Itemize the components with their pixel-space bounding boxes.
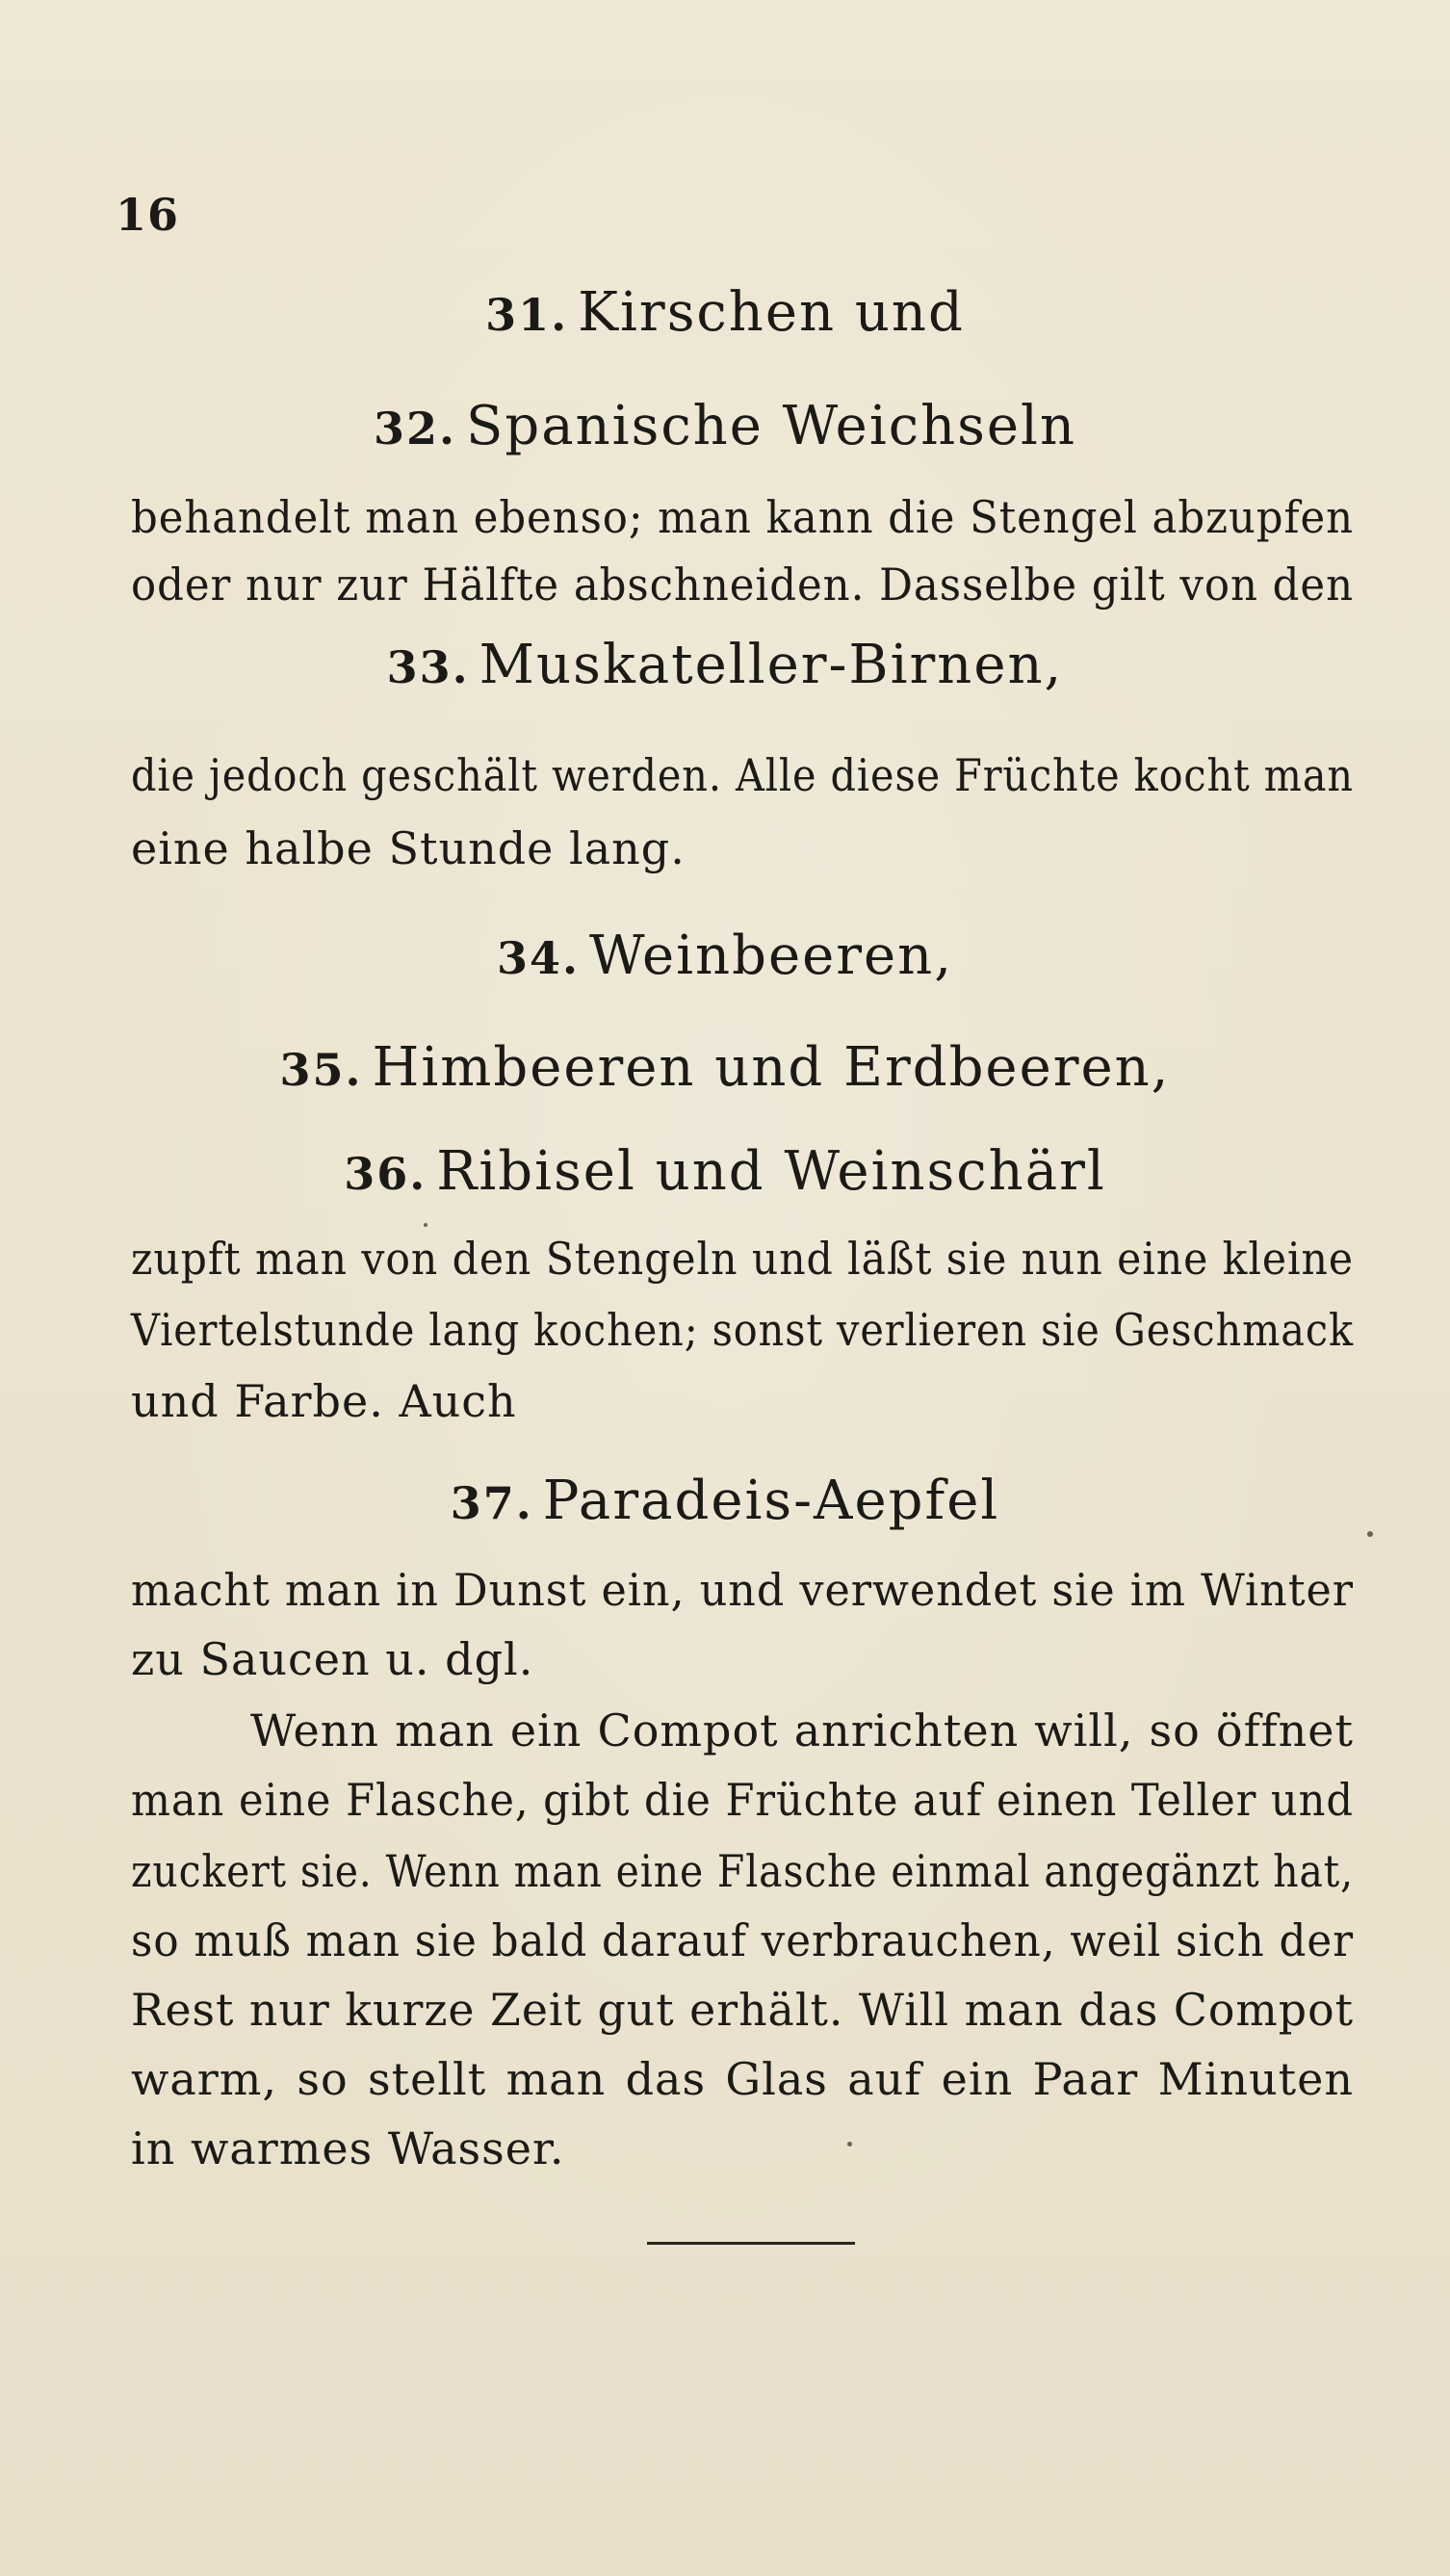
recipe-title: Kirschen und [578,281,965,344]
body-line: warm, so stellt man das Glas auf ein Paar Minuten [131,2053,1354,2105]
recipe-number: 35. [279,1044,363,1096]
body-line: so muß man sie bald darauf verbrauchen, weil sich der [131,1914,1354,1966]
recipe-number: 36. [344,1148,427,1200]
recipe-title: Himbeeren und Erdbeeren, [372,1036,1171,1099]
body-line: zuckert sie. Wenn man eine Flasche einmal angegänzt hat, [131,1845,1354,1897]
body-line: oder nur zur Hälfte abschneiden. Dasselbe gilt von den [131,559,1354,611]
body-line: die jedoch geschält werden. Alle diese Früchte kocht man [131,749,1354,801]
body-line: man eine Flasche, gibt die Früchte auf einen Teller und [131,1774,1354,1826]
recipe-title: Muskateller-Birnen, [479,634,1064,696]
body-line: und Farbe. Auch [131,1375,517,1427]
body-line: Viertelstunde lang kochen; sonst verlieren sie Geschmack [131,1304,1354,1356]
body-line: behandelt man ebenso; man kann die Stengel abzupfen [131,491,1354,543]
recipe-number: 31. [485,289,569,341]
body-line: macht man in Dunst ein, und verwendet sie im Winter [131,1564,1354,1616]
paragraph-first-line: Wenn man ein Compot anrichten will, so öffnet [250,1704,1354,1756]
recipe-heading-32 [0,395,1450,457]
body-line: zupft man von den Stengeln und läßt sie nun eine kleine [131,1233,1354,1285]
recipe-heading-37 [0,1470,1450,1532]
body-line: Rest nur kurze Zeit gut erhält. Will man das Compot [131,1984,1354,2036]
body-line: zu Saucen u. dgl. [131,1633,534,1685]
recipe-heading-33 [0,634,1450,696]
recipe-heading-31 [0,281,1450,344]
recipe-title: Weinbeeren, [589,924,954,987]
closing-rule [647,2242,855,2245]
body-line: eine halbe Stunde lang. [131,822,686,874]
recipe-number: 33. [386,641,470,693]
recipe-number: 32. [373,403,456,455]
ink-speck [424,1223,427,1227]
recipe-title: Spanische Weichseln [466,395,1077,457]
body-line: in warmes Wasser. [131,2122,565,2174]
page-number: 16 [116,189,180,241]
recipe-heading-36 [0,1140,1450,1203]
recipe-title: Ribisel und Weinschärl [436,1140,1106,1203]
recipe-title: Paradeis-Aepfel [542,1470,1000,1532]
recipe-number: 37. [450,1477,533,1529]
ink-speck [1367,1531,1373,1537]
recipe-heading-35 [0,1036,1450,1099]
recipe-number: 34. [496,932,580,984]
ink-speck [847,2142,852,2147]
recipe-heading-34 [0,924,1450,987]
